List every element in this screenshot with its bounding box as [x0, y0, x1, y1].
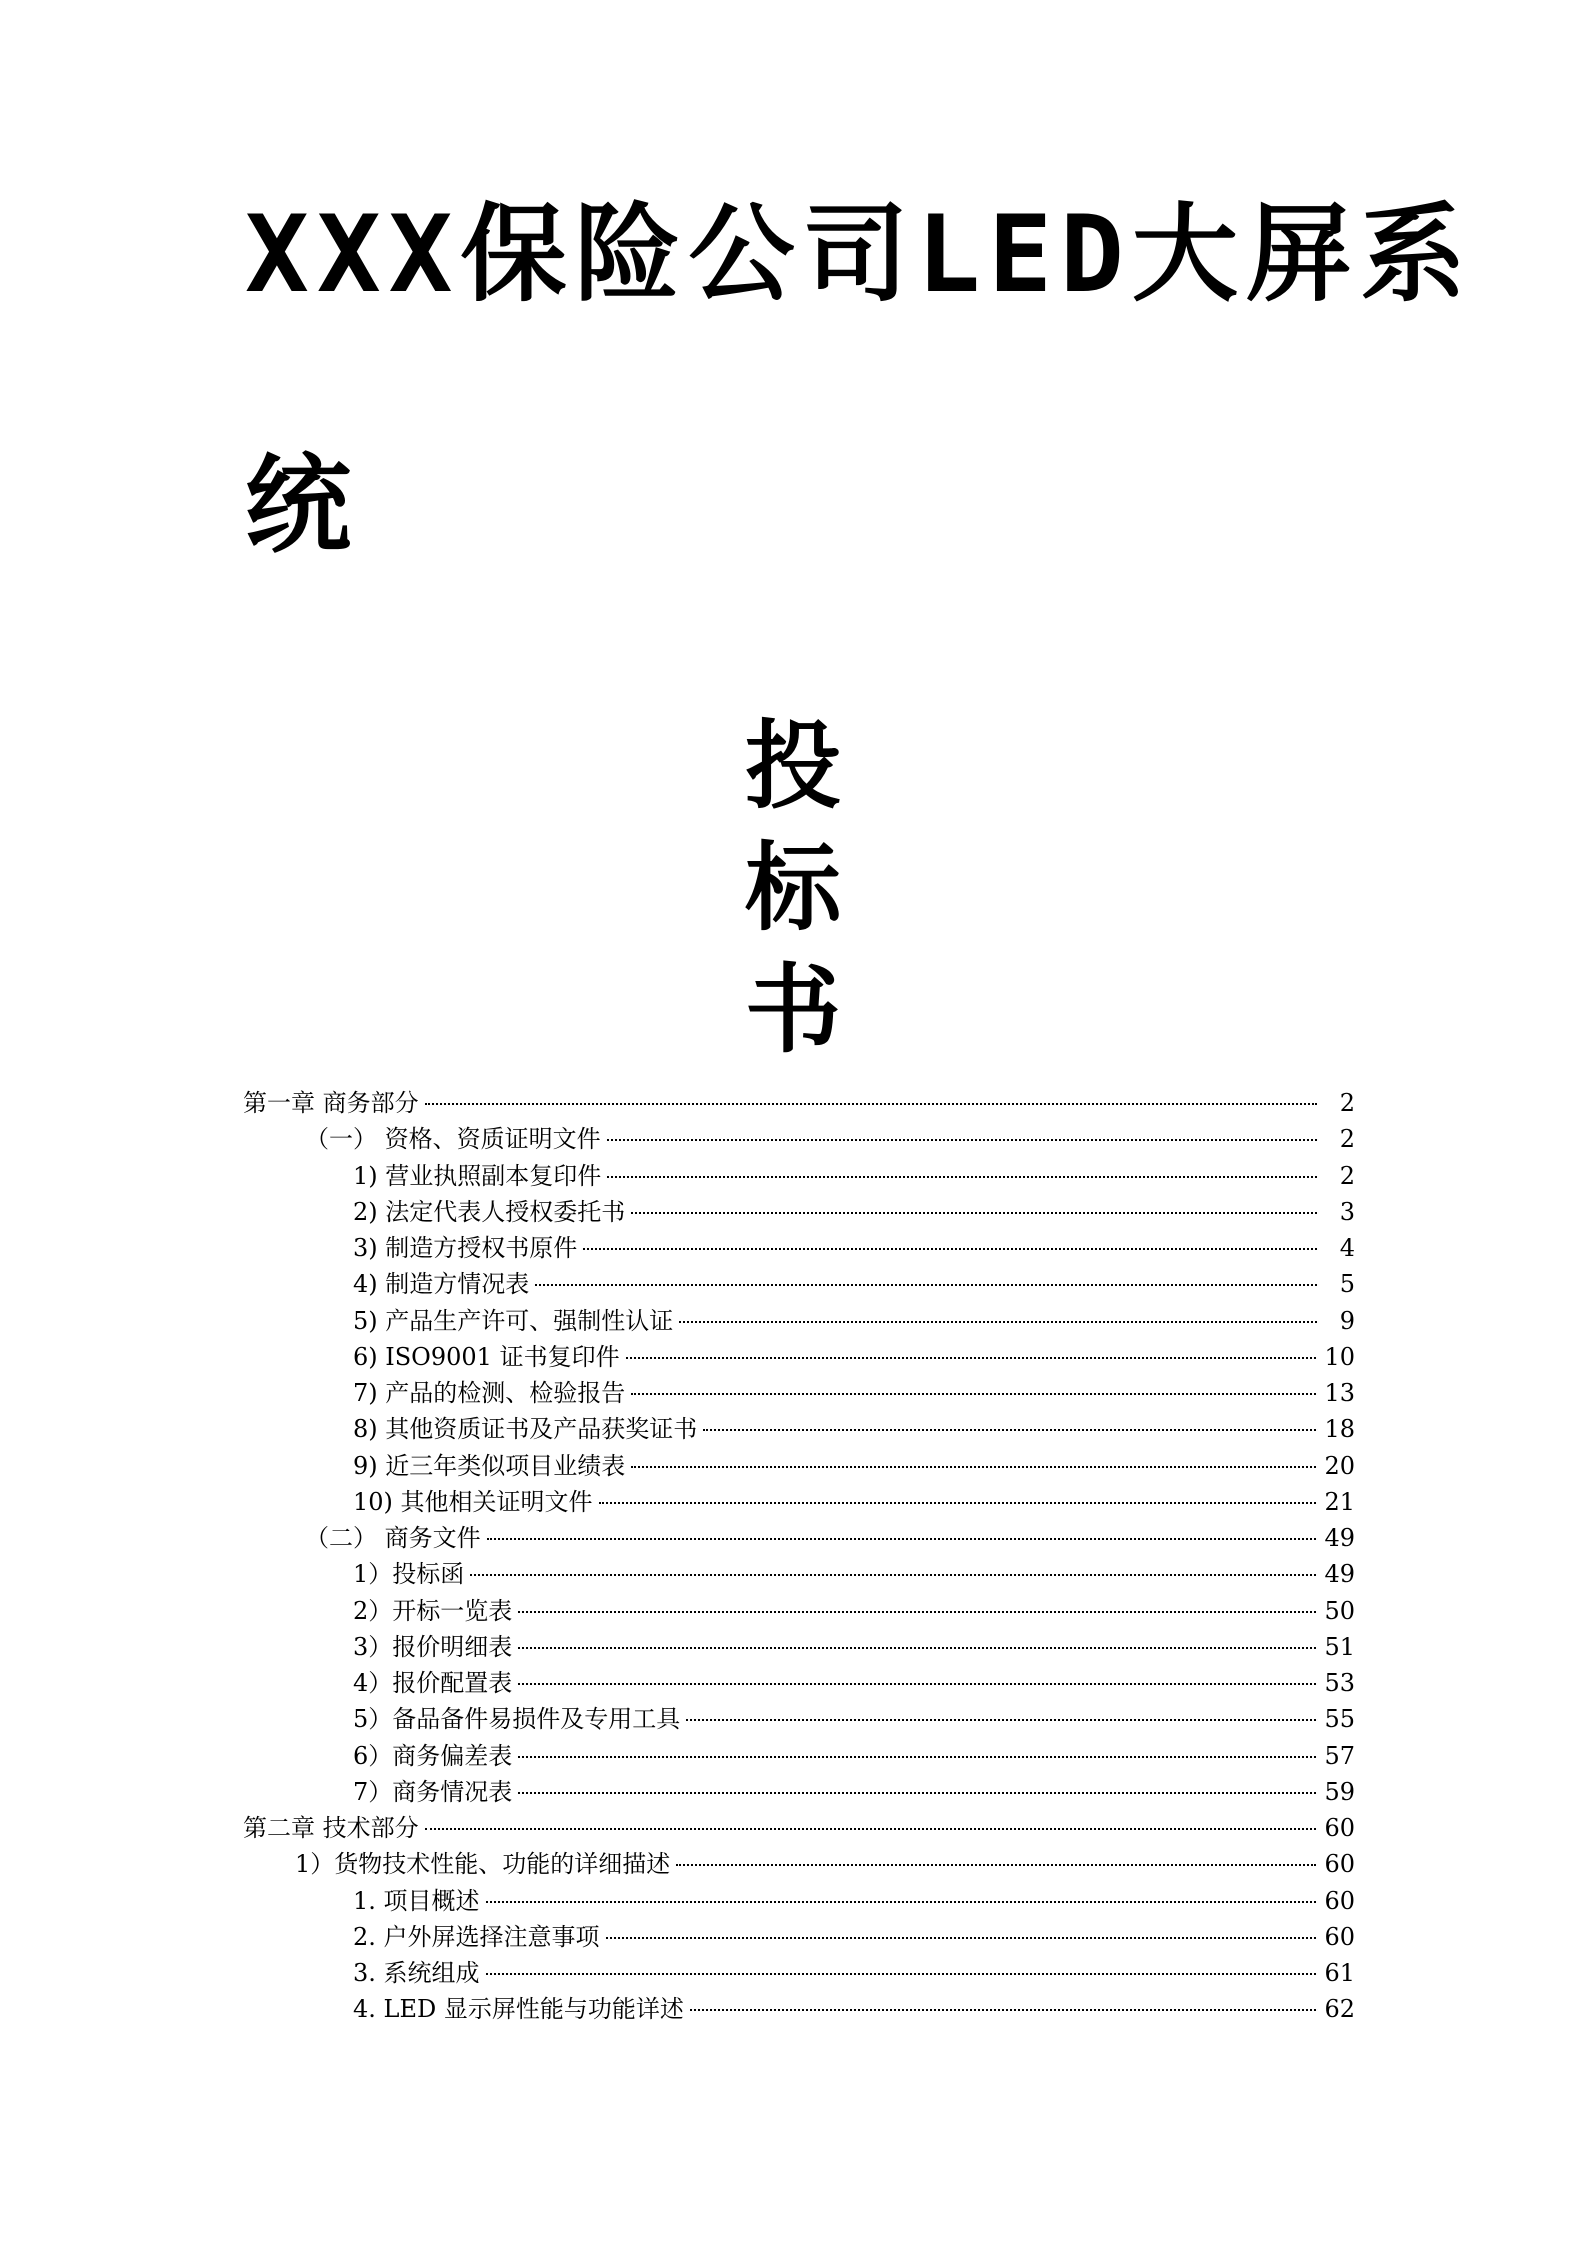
toc-dot-leader [599, 1502, 1317, 1504]
toc-entry-label: 4) 制造方情况表 [353, 1270, 530, 1299]
toc-dot-leader [486, 1901, 1317, 1903]
toc-entry-label: 2) 法定代表人授权委托书 [353, 1197, 626, 1226]
toc-entry-label: （二） 商务文件 [305, 1524, 481, 1552]
table-of-contents [243, 1085, 1355, 2028]
toc-dot-leader [679, 1321, 1317, 1323]
toc-entry-page-number: 10 [1324, 1342, 1355, 1371]
toc-entry-page-number: 49 [1324, 1524, 1355, 1552]
toc-entry-label: 6) ISO9001 证书复印件 [353, 1342, 620, 1371]
toc-entry-label: 4）报价配置表 [353, 1669, 513, 1697]
toc-entry-label: 1）货物技术性能、功能的详细描述 [295, 1850, 671, 1879]
toc-dot-leader [535, 1284, 1317, 1286]
toc-dot-leader [607, 1176, 1317, 1178]
toc-entry-label: 4. LED 显示屏性能与功能详述 [353, 1995, 684, 2024]
toc-dot-leader [486, 1973, 1317, 1975]
toc-entry[interactable] [243, 1701, 1355, 1737]
toc-entry-label: 第二章 技术部分 [243, 1814, 419, 1842]
toc-entry-page-number: 60 [1324, 1850, 1355, 1879]
document-title-line-2: 统 [245, 442, 351, 567]
toc-entry[interactable] [243, 1266, 1355, 1302]
toc-entry-page-number: 51 [1324, 1632, 1355, 1661]
toc-dot-leader [703, 1429, 1316, 1431]
toc-entry-label: 8) 其他资质证书及产品获奖证书 [353, 1415, 698, 1444]
toc-dot-leader [631, 1466, 1316, 1468]
toc-entry-label: 9) 近三年类似项目业绩表 [353, 1451, 626, 1480]
toc-entry-label: 6）商务偏差表 [353, 1741, 513, 1770]
document-title-line-1: XXX保险公司LED大屏系 [245, 193, 1474, 316]
subtitle-char: 标 [745, 831, 841, 944]
toc-dot-leader [631, 1393, 1316, 1395]
toc-entry-label: 5）备品备件易损件及专用工具 [353, 1705, 681, 1734]
toc-entry-page-number: 13 [1324, 1379, 1355, 1407]
toc-entry[interactable] [243, 1158, 1355, 1194]
toc-dot-leader [631, 1212, 1317, 1214]
subtitle-char: 书 [745, 953, 841, 1066]
toc-entry-page-number: 4 [1339, 1234, 1355, 1262]
toc-entry-label: 2）开标一览表 [353, 1596, 513, 1625]
toc-dot-leader [518, 1611, 1316, 1613]
toc-entry-label: 7) 产品的检测、检验报告 [353, 1379, 626, 1407]
toc-entry[interactable] [243, 1846, 1355, 1882]
toc-entry[interactable] [243, 1810, 1355, 1846]
toc-entry-page-number: 57 [1324, 1741, 1355, 1770]
toc-entry-page-number: 2 [1339, 1161, 1355, 1190]
toc-entry-label: 10) 其他相关证明文件 [353, 1487, 593, 1516]
toc-entry[interactable] [243, 1230, 1355, 1266]
toc-entry-label: 1) 营业执照副本复印件 [353, 1161, 602, 1190]
toc-entry-page-number: 55 [1324, 1705, 1355, 1734]
toc-entry-label: 5) 产品生产许可、强制性认证 [353, 1306, 674, 1335]
toc-entry[interactable] [243, 1303, 1355, 1339]
toc-entry-page-number: 59 [1324, 1777, 1355, 1806]
toc-entry-label: 第一章 商务部分 [243, 1089, 419, 1117]
toc-entry[interactable] [243, 1883, 1355, 1919]
toc-dot-leader [518, 1683, 1316, 1685]
toc-entry-label: 3）报价明细表 [353, 1632, 513, 1661]
toc-dot-leader [518, 1647, 1316, 1649]
toc-dot-leader [626, 1357, 1317, 1359]
toc-entry-page-number: 21 [1324, 1487, 1355, 1516]
toc-entry[interactable] [243, 1556, 1355, 1592]
toc-dot-leader [686, 1719, 1316, 1721]
toc-dot-leader [425, 1828, 1317, 1830]
toc-entry-page-number: 9 [1339, 1306, 1355, 1335]
toc-entry[interactable] [243, 1085, 1355, 1121]
toc-entry-page-number: 61 [1324, 1959, 1355, 1987]
toc-entry-page-number: 53 [1324, 1669, 1355, 1697]
toc-dot-leader [487, 1538, 1317, 1540]
toc-dot-leader [607, 1139, 1317, 1141]
toc-entry[interactable] [243, 1194, 1355, 1230]
toc-entry-label: 7）商务情况表 [353, 1777, 513, 1806]
toc-entry[interactable] [243, 1738, 1355, 1774]
toc-entry-page-number: 60 [1324, 1814, 1355, 1842]
toc-entry[interactable] [243, 1991, 1355, 2027]
toc-entry-label: 3. 系统组成 [353, 1959, 480, 1987]
subtitle-char: 投 [745, 709, 841, 822]
toc-entry-page-number: 62 [1324, 1995, 1355, 2024]
toc-entry[interactable] [243, 1448, 1355, 1484]
toc-entry[interactable] [243, 1774, 1355, 1810]
toc-entry-page-number: 18 [1324, 1415, 1355, 1444]
toc-dot-leader [518, 1756, 1316, 1758]
toc-dot-leader [425, 1103, 1317, 1105]
toc-entry-page-number: 2 [1339, 1089, 1355, 1117]
toc-entry[interactable] [243, 1593, 1355, 1629]
toc-dot-leader [470, 1574, 1316, 1576]
toc-entry-label: （一） 资格、资质证明文件 [305, 1125, 601, 1154]
toc-entry-page-number: 49 [1324, 1560, 1355, 1589]
toc-entry[interactable] [243, 1665, 1355, 1701]
toc-entry-page-number: 5 [1339, 1270, 1355, 1299]
toc-entry-page-number: 60 [1324, 1886, 1355, 1915]
toc-entry-page-number: 60 [1324, 1922, 1355, 1951]
toc-entry-page-number: 20 [1324, 1451, 1355, 1480]
toc-entry-page-number: 50 [1324, 1596, 1355, 1625]
toc-dot-leader [583, 1248, 1317, 1250]
toc-entry-label: 3) 制造方授权书原件 [353, 1234, 578, 1262]
toc-dot-leader [518, 1792, 1316, 1794]
toc-entry[interactable] [243, 1411, 1355, 1447]
toc-entry[interactable] [243, 1919, 1355, 1955]
toc-entry[interactable] [243, 1339, 1355, 1375]
toc-dot-leader [690, 2009, 1317, 2011]
toc-entry[interactable] [243, 1629, 1355, 1665]
toc-entry[interactable] [243, 1375, 1355, 1411]
toc-entry-label: 1. 项目概述 [353, 1886, 480, 1915]
toc-dot-leader [606, 1937, 1317, 1939]
document-subtitle [0, 705, 1586, 1071]
toc-entry[interactable] [243, 1520, 1355, 1556]
toc-dot-leader [676, 1864, 1316, 1866]
toc-entry-page-number: 3 [1339, 1197, 1355, 1226]
toc-entry-page-number: 2 [1339, 1125, 1355, 1154]
toc-entry-label: 1）投标函 [353, 1560, 465, 1589]
toc-entry[interactable] [243, 1121, 1355, 1157]
toc-entry[interactable] [243, 1484, 1355, 1520]
toc-entry-label: 2. 户外屏选择注意事项 [353, 1922, 600, 1951]
toc-entry[interactable] [243, 1955, 1355, 1991]
